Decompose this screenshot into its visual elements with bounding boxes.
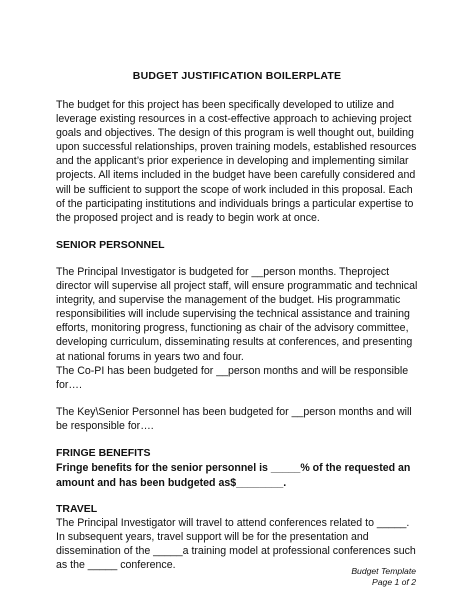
pi-paragraph: The Principal Investigator is budgeted for __person months. Theproject director will supervise all project staff, will ensure programmatic and technical integrity, and supervise the management of the budget. His programmatic responsibilities will include supervising the technical assistance and training efforts, monitoring progress, functioning as chair of the advisory committee, developing curriculum, disseminating results at conferences, and presenting at national forums in years two and four. — [56, 266, 418, 363]
key-personnel-paragraph: The Key\Senior Personnel has been budgeted for __person months and will be responsible for…. — [56, 406, 412, 433]
travel-paragraph: The Principal Investigator will travel to attend conferences related to _____. In subsequent years, travel support will be for the presentation and dissemination of the _____a training model at professional conferences such as the _____ conference. — [56, 517, 416, 572]
page-footer — [351, 566, 416, 587]
copi-paragraph: The Co-PI has been budgeted for __person months and will be responsible for…. — [56, 365, 409, 392]
travel-heading: TRAVEL — [56, 503, 98, 515]
footer-template-label: Budget Template — [351, 566, 416, 576]
fringe-benefits-text: Fringe benefits for the senior personnel is _____% of the requested an amount and has been budgeted as$________. — [56, 462, 411, 489]
footer-page-number: Page 1 of 2 — [372, 576, 416, 587]
document-title: BUDGET JUSTIFICATION BOILERPLATE — [132, 70, 342, 82]
senior-personnel-heading: SENIOR PERSONNEL — [56, 239, 165, 251]
intro-paragraph: The budget for this project has been specifically developed to utilize and leverage existing resources in a cost-effective approach to achieving project goals and objectives. The design of this program is well thought out, building upon successful relationships, proven training models, established resources and the applicant’s prior experience in developing and implementing similar projects. All items included in the budget have been carefully considered and will be sufficient to support the scope of work included in this proposal. Each of the participating institutions and individuals brings a particular expertise to the proposed project and is ready to begin work at once. — [56, 99, 417, 224]
fringe-benefits-heading: FRINGE BENEFITS — [56, 447, 151, 459]
